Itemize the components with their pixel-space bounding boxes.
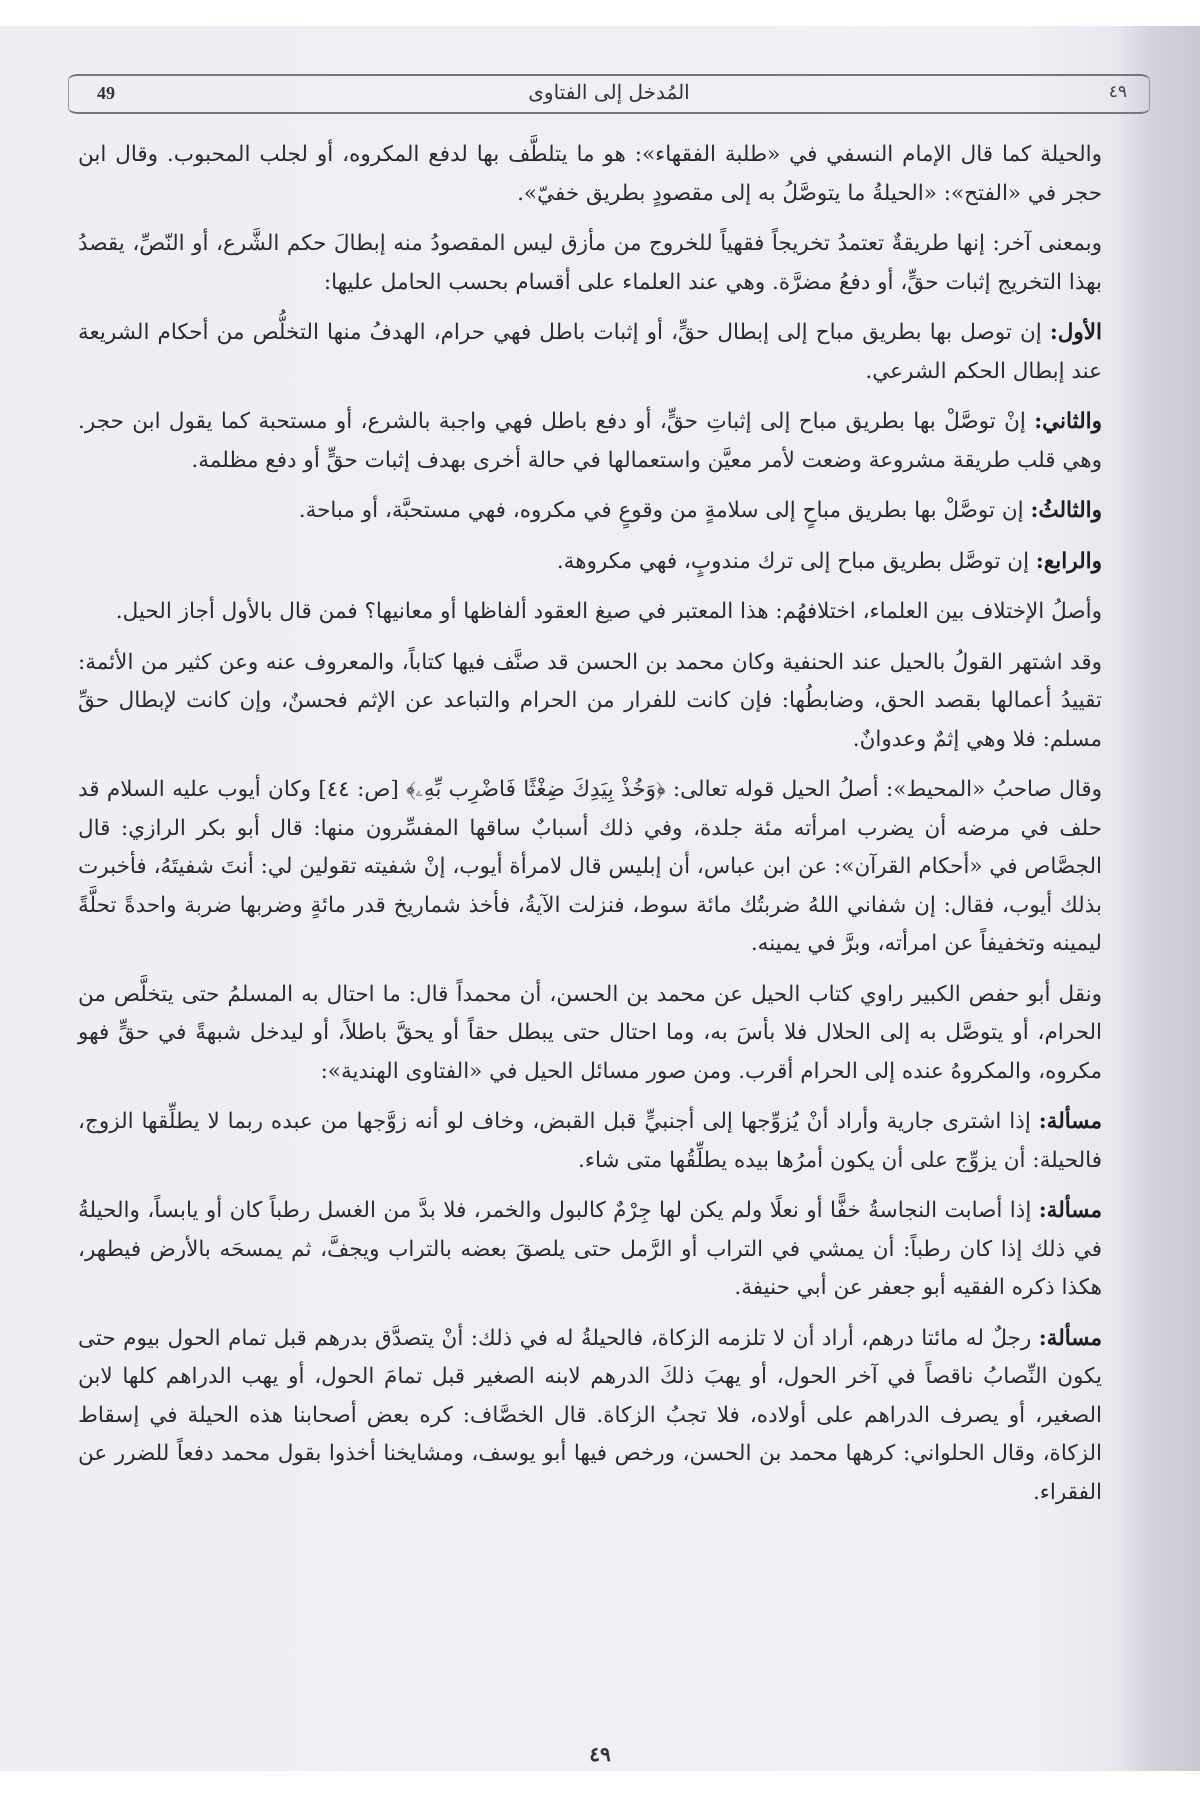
paragraph-issue: مسألة: إذا أصابت النجاسةُ خفًّا أو نعلًا ولم يكن لها جِرْمٌ كالبول والخمر، فلا بدَّ من الغسل رطباً كان أو يابساً، والحيلةُ في ذلك إذا كان رطباً: أن يمشي في التراب أو الرَّمل حتى يلصقَ بعضه بالتراب ويجفَّ، ثم يمسحَه بالأرض فيطهر، هكذا ذكره الفقيه أبو جعفر عن أبي حنيفة.: [78, 1198, 1102, 1300]
paragraph: وبمعنى آخر: إنها طريقةٌ تعتمدُ تخريجاً فقهياً للخروج من مأزق ليس المقصودُ منه إبطالَ حكم الشَّرع، أو النّصِّ، يقصدُ بهذا التخريج إثبات حقٍّ، أو دفعُ مضرَّة. وهي عند العلماء على أقسام بحسب الحامل عليها:: [78, 231, 1102, 295]
section-lead: مسألة:: [1038, 1198, 1102, 1223]
paragraph: وأصلُ الإختلاف بين العلماء، اختلافهُم: هذا المعتبر في صيغ العقود ألفاظها أو معانيها؟ فمن قال بالأول أجاز الحيل.: [115, 599, 1102, 624]
section-lead: والرابع:: [1035, 548, 1102, 574]
paragraph-quran-quote: وقال صاحبُ «المحيط»: أصلُ الحيل قوله تعالى: ﴿وَخُذْ بِيَدِكَ ضِغْثًا فَاضْرِب بِّهِۦ﴾ [ص: ٤٤] وكان أيوب عليه السلام قد حلف في مرضه أن يضرب امرأته مئة جلدة، وفي ذلك أسبابٌ ساقها المفسِّرون منها: قال أبو بكر الرازي: قال الجصَّاص في «أحكام القرآن»: عن ابن عباس، أن إبليس قال لامرأة أيوب، إنْ شفيته تقولين لي: أنتَ شفيتَهُ، فأخبرت بذلك أيوب، فقال: إن شفاني اللهُ ضربتُك مائة سوط، فنزلت الآيةُ، فأخذ شماريخ قدر مائةٍ وضربها ضربة واحدةً تحلَّةً ليمينه وتخفيفاً عن امرأته، وبرَّ في يمينه.: [78, 777, 1102, 956]
paragraph: والحيلة كما قال الإمام النسفي في «طلبة الفقهاء»: هو ما يتلطَّف بها لدفع المكروه، أو لجلب المحبوب. وقال ابن حجر في «الفتح»: «الحيلةُ ما يتوصَّلُ به إلى مقصودٍ بطريق خفيّ».: [78, 142, 1102, 206]
paragraph: ونقل أبو حفص الكبير راوي كتاب الحيل عن محمد بن الحسن، أن محمداً قال: ما احتال به المسلمُ حتى يتخلَّص من الحرام، أو يتوصَّل به إلى الحلال فلا بأسَ به، وما احتال حتى يبطل حقاً أو يحقَّ باطلاً، أو ليدخل شبهةً في حقٍّ فهو مكروه، والمكروهُ عنده إلى الحرام أقرب. ومن صور مسائل الحيل في «الفتاوى الهندية»:: [78, 981, 1102, 1084]
paragraph-second-type: والثاني: إنْ توصَّلْ بها بطريق مباح إلى إثباتِ حقٍّ، أو دفع باطل فهي واجبة بالشرع، أو مستحبة كما يقول ابن حجر. وهي قلب طريقة مشروعة وضعت لأمر معيَّن واستعمالها في حالة أخرى بهدف إثبات حقٍّ أو دفع مظلمة.: [78, 409, 1102, 473]
footer-page-number: ٤٩: [589, 1742, 611, 1766]
section-lead: مسألة:: [1038, 1325, 1102, 1351]
page-number-arabic: ٤٩: [1108, 82, 1127, 102]
paragraph-first-type: الأول: إن توصل بها بطريق مباح إلى إبطال حقٍّ، أو إثبات باطل فهي حرام، الهدفُ منها التخلُّص من أحكام الشريعة عند إبطال الحكم الشرعي.: [78, 320, 1102, 384]
section-lead: والثاني:: [1034, 409, 1102, 434]
section-lead: والثالثُ:: [1030, 498, 1102, 523]
page-number-latin: 49: [97, 83, 115, 103]
section-lead: مسألة:: [1038, 1109, 1102, 1134]
paragraph-third-type: والثالثُ: إن توصَّلْ بها بطريق مباحٍ إلى سلامةٍ من وقوعٍ في مكروه، فهي مستحبَّة، أو مباحة.: [298, 498, 1102, 523]
page-body: [78, 136, 1102, 1524]
paragraph: وقد اشتهر القولُ بالحيل عند الحنفية وكان محمد بن الحسن قد صنَّف فيها كتاباً، والمعروف عنه وعن كثير من الأئمة: تقييدُ أعمالها بقصد الحق، وضابطُها: فإن كانت للفرار من الحرام والتباعد عن الإثم فحسنٌ، وإن كانت لإبطال حقِّ مسلم: فلا وهي إثمٌ وعدوانٌ.: [78, 649, 1102, 752]
paragraph-issue: مسألة: رجلٌ له مائتا درهم، أراد أن لا تلزمه الزكاة، فالحيلةُ له في ذلك: أنْ يتصدَّق بدرهم قبل تمام الحول بيوم حتى يكون النِّصابُ ناقصاً في آخر الحول، أو يهبَ ذلكَ الدرهم لابنه الصغير قبل تمامَ الحول، أو يهب الدراهم كلها لابن الصغير، أو يصرف الدراهم على أولاده، فلا تجبُ الزكاة. قال الخصَّاف: كره بعض أصحابنا هذه الحيلة في إسقاط الزكاة، وقال الحلواني: كرهها محمد بن الحسن، ورخص فيها أبو يوسف، ومشايخنا أخذوا بقول محمد دفعاً للضرر عن الفقراء.: [78, 1325, 1102, 1505]
running-header: [68, 74, 1150, 114]
book-title: المُدخل إلى الفتاوى: [528, 80, 690, 104]
section-lead: الأول:: [1049, 320, 1102, 345]
paragraph-fourth-type: والرابع: إن توصَّل بطريق مباح إلى ترك مندوبٍ، فهي مكروهة.: [556, 548, 1102, 574]
paragraph-issue: مسألة: إذا اشترى جارية وأراد أنْ يُزوِّجها إلى أجنبيٍّ قبل القبض، وخاف لو أنه زوَّجها من عبده ربما لا يطلِّقها الزوج، فالحيلة: أن يزوِّج على أن يكون أمرُها بيده يطلِّقُها متى شاء.: [78, 1109, 1102, 1173]
book-page: [0, 26, 1200, 1771]
